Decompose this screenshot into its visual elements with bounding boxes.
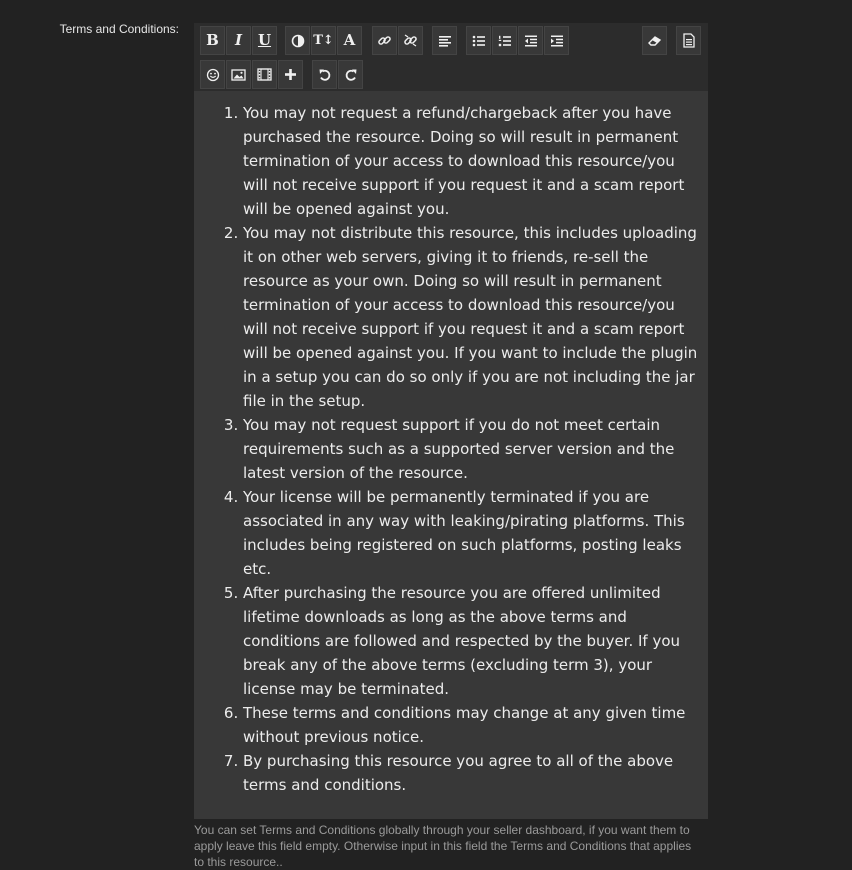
font-family-button[interactable] xyxy=(337,26,362,55)
link-group xyxy=(372,26,423,56)
insert-link-button[interactable] xyxy=(372,26,397,55)
redo-icon xyxy=(344,68,358,82)
undo-icon xyxy=(318,68,332,82)
eraser-icon xyxy=(647,35,662,47)
redo-button[interactable] xyxy=(338,60,363,89)
text-style-group xyxy=(200,26,277,56)
numbered-list-button[interactable] xyxy=(492,26,517,55)
italic-button[interactable]: I xyxy=(226,26,251,55)
toggle-source-button[interactable] xyxy=(676,26,701,55)
editor-toolbar xyxy=(194,23,708,91)
outdent-button[interactable] xyxy=(518,26,543,55)
editor-content[interactable] xyxy=(194,101,708,797)
indent-icon xyxy=(550,35,564,47)
underline-button[interactable]: U xyxy=(252,26,277,55)
outdent-icon xyxy=(524,35,538,47)
font-size-icon: T↕ xyxy=(313,33,334,48)
image-icon xyxy=(231,69,246,81)
font-icon: A xyxy=(343,31,356,49)
list-group xyxy=(466,26,569,56)
film-icon xyxy=(257,68,272,81)
list-item: 4. Your license will be permanently terminated if you are associated in any way with leaking/pirating platforms. This includes being registered on such platforms, posting leaks etc. xyxy=(243,485,698,581)
insert-group xyxy=(200,60,303,90)
rich-text-editor[interactable] xyxy=(194,23,708,819)
unlink-icon xyxy=(403,33,418,48)
field-label: Terms and Conditions: xyxy=(59,22,179,36)
numbered-list-icon xyxy=(498,35,512,47)
document-icon xyxy=(683,33,695,48)
contrast-icon xyxy=(291,34,305,48)
terms-list xyxy=(194,101,698,797)
history-group xyxy=(312,60,363,90)
list-item: 6. These terms and conditions may change at any given time without previous notice. xyxy=(243,701,698,749)
font-size-button[interactable] xyxy=(311,26,336,55)
insert-media-button[interactable] xyxy=(252,60,277,89)
undo-button[interactable] xyxy=(312,60,337,89)
link-icon xyxy=(377,33,392,48)
bullet-list-button[interactable] xyxy=(466,26,491,55)
font-group xyxy=(285,26,362,56)
help-text: You can set Terms and Conditions globally through your seller dashboard, if you want them to apply leave this field empty. Otherwise input in this field the Terms and Conditions that applies to this resource.. xyxy=(194,823,692,869)
align-left-icon xyxy=(438,35,452,47)
bold-button[interactable]: B xyxy=(200,26,225,55)
text-color-button[interactable] xyxy=(285,26,310,55)
unlink-button[interactable] xyxy=(398,26,423,55)
list-item: 3. You may not request support if you do not meet certain requirements such as a supported server version and the latest version of the resource. xyxy=(243,413,698,485)
bullet-list-icon xyxy=(472,35,486,47)
list-item: 1. You may not request a refund/chargeback after you have purchased the resource. Doing so will result in permanent termination of your access to download this resource/you will not receive support if you request it and a scam report will be opened against you. xyxy=(243,101,698,221)
remove-formatting-button[interactable] xyxy=(642,26,667,55)
insert-more-button[interactable] xyxy=(278,60,303,89)
source-group xyxy=(676,26,701,56)
list-item: 5. After purchasing the resource you are offered unlimited lifetime downloads as long as the above terms and conditions are followed and respected by the buyer. If you break any of the above terms (excluding term 3), your license may be terminated. xyxy=(243,581,698,701)
insert-image-button[interactable] xyxy=(226,60,251,89)
align-button[interactable] xyxy=(432,26,457,55)
smiley-icon xyxy=(206,68,220,82)
indent-button[interactable] xyxy=(544,26,569,55)
list-item: 2. You may not distribute this resource, this includes uploading it on other web servers, giving it to friends, re-sell the resource as your own. Doing so will result in permanent termination of your access to download this resource/you will not receive support if you request it and a scam report will be opened against you. If you want to include the plugin in a setup you can do so only if you are not including the jar file in the setup. xyxy=(243,221,698,413)
list-item: 7. By purchasing this resource you agree to all of the above terms and conditions. xyxy=(243,749,698,797)
plus-icon xyxy=(284,68,297,81)
align-group xyxy=(432,26,457,56)
insert-smilie-button[interactable] xyxy=(200,60,225,89)
remove-format-group xyxy=(642,26,667,56)
